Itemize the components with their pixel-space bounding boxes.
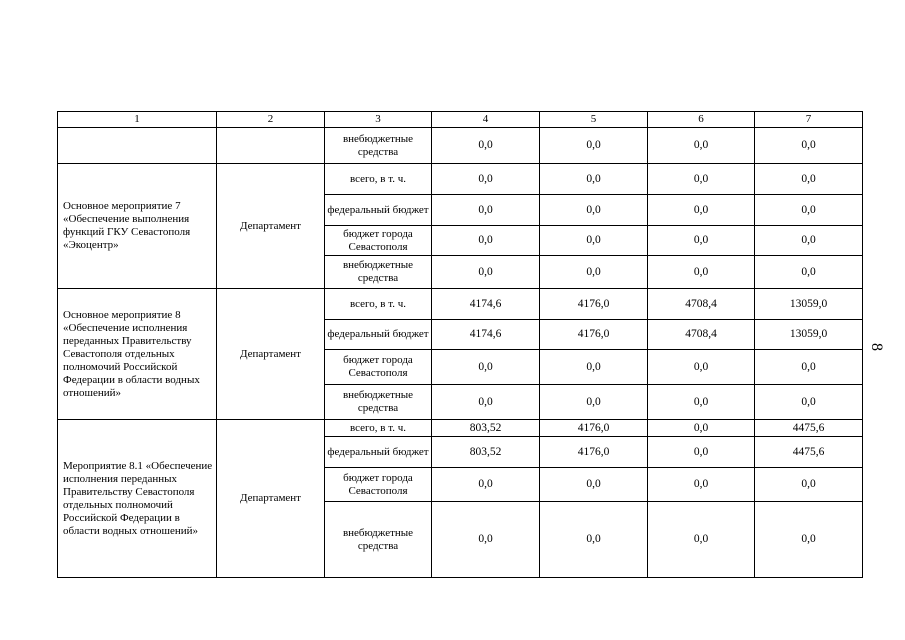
- executor: Департамент: [217, 164, 325, 289]
- empty-cell: [217, 128, 325, 164]
- value-cell: 0,0: [755, 256, 863, 289]
- value-cell: 4176,0: [540, 437, 648, 468]
- budget-table: [57, 111, 863, 578]
- funding-source: бюджет города Севастополя: [325, 468, 432, 502]
- value-cell: 0,0: [755, 195, 863, 226]
- funding-source: бюджет города Севастополя: [325, 226, 432, 256]
- value-cell: 0,0: [648, 468, 755, 502]
- value-cell: 4475,6: [755, 420, 863, 437]
- value-cell: 0,0: [648, 128, 755, 164]
- value-cell: 0,0: [755, 385, 863, 420]
- value-cell: 0,0: [432, 502, 540, 578]
- value-cell: 0,0: [755, 502, 863, 578]
- activity-name: Мероприятие 8.1 «Обеспечение исполнения переданных Правительству Севастополя отдельных полномочий Российской Федерации в области водных отношений»: [58, 420, 217, 578]
- funding-source: всего, в т. ч.: [325, 289, 432, 320]
- value-cell: 803,52: [432, 420, 540, 437]
- column-header: 2: [217, 112, 325, 128]
- table-row: [58, 128, 863, 164]
- value-cell: 0,0: [540, 256, 648, 289]
- value-cell: 0,0: [648, 226, 755, 256]
- value-cell: 4475,6: [755, 437, 863, 468]
- column-header: 4: [432, 112, 540, 128]
- value-cell: 0,0: [648, 195, 755, 226]
- executor: Департамент: [217, 420, 325, 578]
- value-cell: 0,0: [432, 385, 540, 420]
- value-cell: 0,0: [432, 128, 540, 164]
- column-header: 5: [540, 112, 648, 128]
- empty-cell: [58, 128, 217, 164]
- funding-source: федеральный бюджет: [325, 320, 432, 350]
- funding-source: внебюджетные средства: [325, 502, 432, 578]
- funding-source: внебюджетные средства: [325, 385, 432, 420]
- funding-source: всего, в т. ч.: [325, 420, 432, 437]
- value-cell: 4176,0: [540, 420, 648, 437]
- value-cell: 0,0: [755, 226, 863, 256]
- column-header: 7: [755, 112, 863, 128]
- value-cell: 4176,0: [540, 320, 648, 350]
- value-cell: 13059,0: [755, 320, 863, 350]
- value-cell: 0,0: [540, 226, 648, 256]
- value-cell: 0,0: [648, 385, 755, 420]
- value-cell: 0,0: [540, 164, 648, 195]
- table-row: [58, 289, 863, 320]
- funding-source: внебюджетные средства: [325, 128, 432, 164]
- column-header: 6: [648, 112, 755, 128]
- funding-source: бюджет города Севастополя: [325, 350, 432, 385]
- activity-name: Основное мероприятие 8 «Обеспечение исполнения переданных Правительству Севастополя отдельных полномочий Российской Федерации в области водных отношений»: [58, 289, 217, 420]
- value-cell: 0,0: [432, 226, 540, 256]
- value-cell: 4174,6: [432, 320, 540, 350]
- value-cell: 0,0: [432, 164, 540, 195]
- value-cell: 4176,0: [540, 289, 648, 320]
- value-cell: 0,0: [648, 256, 755, 289]
- value-cell: 0,0: [540, 128, 648, 164]
- value-cell: 0,0: [540, 350, 648, 385]
- value-cell: 0,0: [648, 164, 755, 195]
- value-cell: 0,0: [540, 195, 648, 226]
- value-cell: 4708,4: [648, 289, 755, 320]
- value-cell: 0,0: [648, 420, 755, 437]
- value-cell: 0,0: [432, 350, 540, 385]
- value-cell: 4174,6: [432, 289, 540, 320]
- funding-source: федеральный бюджет: [325, 195, 432, 226]
- value-cell: 0,0: [540, 385, 648, 420]
- funding-source: федеральный бюджет: [325, 437, 432, 468]
- page-number: 8: [868, 343, 885, 351]
- value-cell: 13059,0: [755, 289, 863, 320]
- table-row: [58, 164, 863, 195]
- table-row: [58, 420, 863, 437]
- value-cell: 0,0: [540, 468, 648, 502]
- value-cell: 0,0: [432, 468, 540, 502]
- value-cell: 803,52: [432, 437, 540, 468]
- value-cell: 4708,4: [648, 320, 755, 350]
- value-cell: 0,0: [540, 502, 648, 578]
- value-cell: 0,0: [432, 256, 540, 289]
- column-header: 1: [58, 112, 217, 128]
- header-row: [58, 112, 863, 128]
- value-cell: 0,0: [648, 437, 755, 468]
- value-cell: 0,0: [648, 350, 755, 385]
- activity-name: Основное мероприятие 7 «Обеспечение выполнения функций ГКУ Севастополя «Экоцентр»: [58, 164, 217, 289]
- funding-source: внебюджетные средства: [325, 256, 432, 289]
- value-cell: 0,0: [755, 468, 863, 502]
- value-cell: 0,0: [755, 350, 863, 385]
- value-cell: 0,0: [432, 195, 540, 226]
- value-cell: 0,0: [755, 128, 863, 164]
- column-header: 3: [325, 112, 432, 128]
- executor: Департамент: [217, 289, 325, 420]
- funding-source: всего, в т. ч.: [325, 164, 432, 195]
- value-cell: 0,0: [755, 164, 863, 195]
- value-cell: 0,0: [648, 502, 755, 578]
